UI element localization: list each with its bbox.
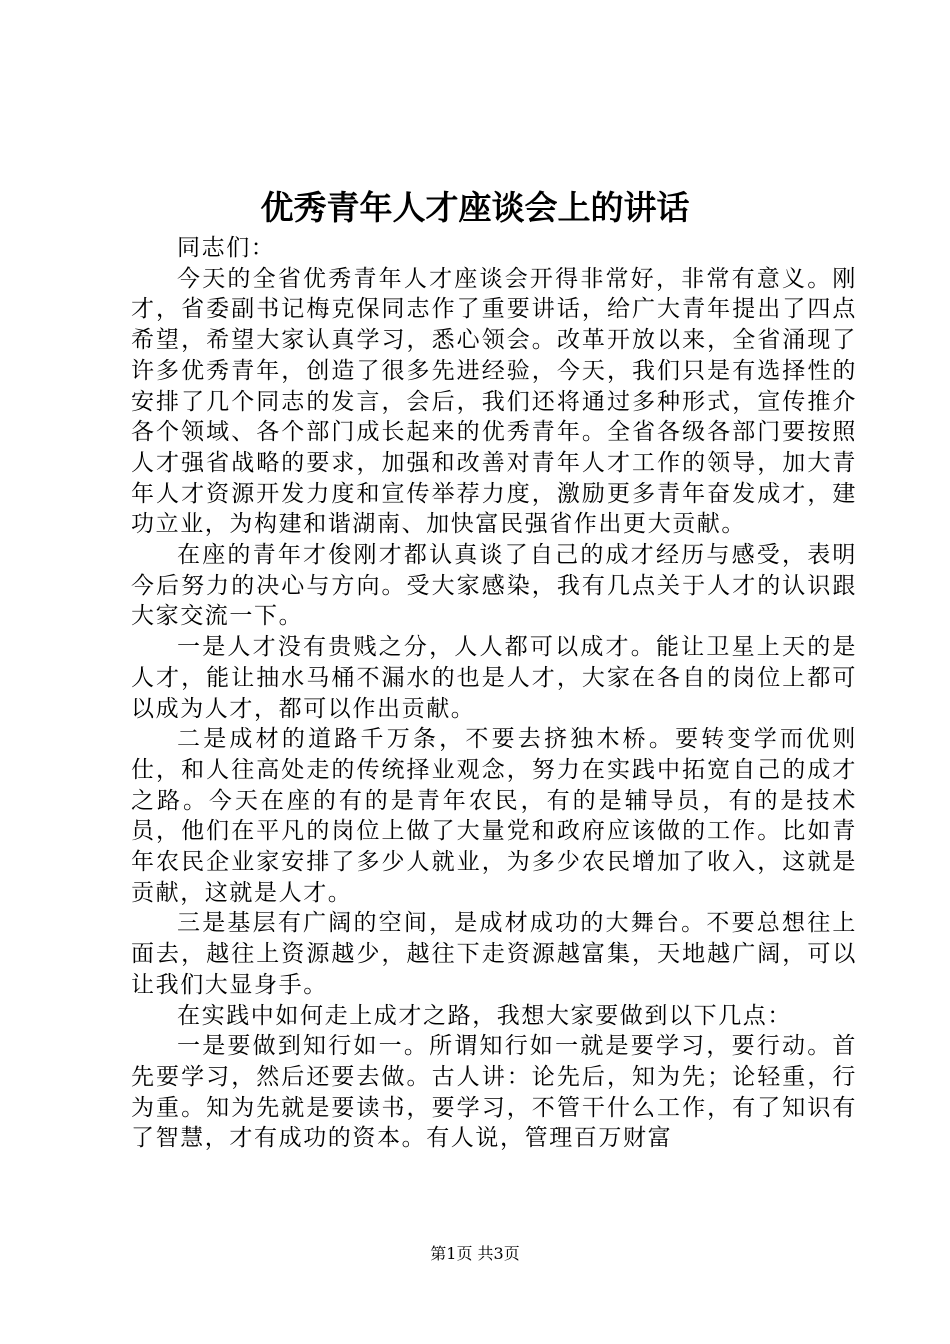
paragraph: 在实践中如何走上成才之路，我想大家要做到以下几点：	[177, 1002, 792, 1029]
paragraph: 在座的青年才俊刚才都认真谈了自己的成才经历与感受，表明今后努力的决心与方向。受大家感染，我有几点关于人才的认识跟大家交流一下。	[131, 542, 857, 630]
paragraph: 二是成材的道路千万条，不要去挤独木桥。要转变学而优则仕，和人往高处走的传统择业观念，努力在实践中拓宽自己的成才之路。今天在座的有的是青年农民，有的是辅导员，有的是技术员，他们在平凡的岗位上做了大量党和政府应该做的工作。比如青年农民企业家安排了多少人就业，为多少农民增加了收入，这就是贡献，这就是人才。	[131, 726, 857, 906]
paragraph: 今天的全省优秀青年人才座谈会开得非常好，非常有意义。刚才，省委副书记梅克保同志作了重要讲话，给广大青年提出了四点希望，希望大家认真学习，悉心领会。改革开放以来，全省涌现了许多优秀青年，创造了很多先进经验，今天，我们只是有选择性的安排了几个同志的发言，会后，我们还将通过多种形式，宣传推介各个领域、各个部门成长起来的优秀青年。全省各级各部门要按照人才强省战略的要求，加强和改善对青年人才工作的领导，加大青年人才资源开发力度和宣传举荐力度，激励更多青年奋发成才，建功立业，为构建和谐湖南、加快富民强省作出更大贡献。	[131, 265, 857, 538]
paragraph: 一是人才没有贵贱之分，人人都可以成才。能让卫星上天的是人才，能让抽水马桶不漏水的也是人才，大家在各自的岗位上都可以成为人才，都可以作出贡献。	[131, 634, 857, 722]
page-number-footer: 第1页 共3页	[430, 1244, 520, 1263]
paragraph: 三是基层有广阔的空间，是成材成功的大舞台。不要总想往上面去，越往上资源越少，越往下走资源越富集，天地越广阔，可以让我们大显身手。	[131, 910, 857, 998]
paragraph: 一是要做到知行如一。所谓知行如一就是要学习，要行动。首先要学习，然后还要去做。古人讲：论先后，知为先；论轻重，行为重。知为先就是要读书，要学习，不管干什么工作，有了知识有了智慧，才有成功的资本。有人说，管理百万财富	[131, 1033, 857, 1152]
paragraph-salutation: 同志们：	[177, 235, 276, 261]
document-body	[131, 233, 857, 1154]
document-title: 优秀青年人才座谈会上的讲话	[260, 188, 690, 227]
